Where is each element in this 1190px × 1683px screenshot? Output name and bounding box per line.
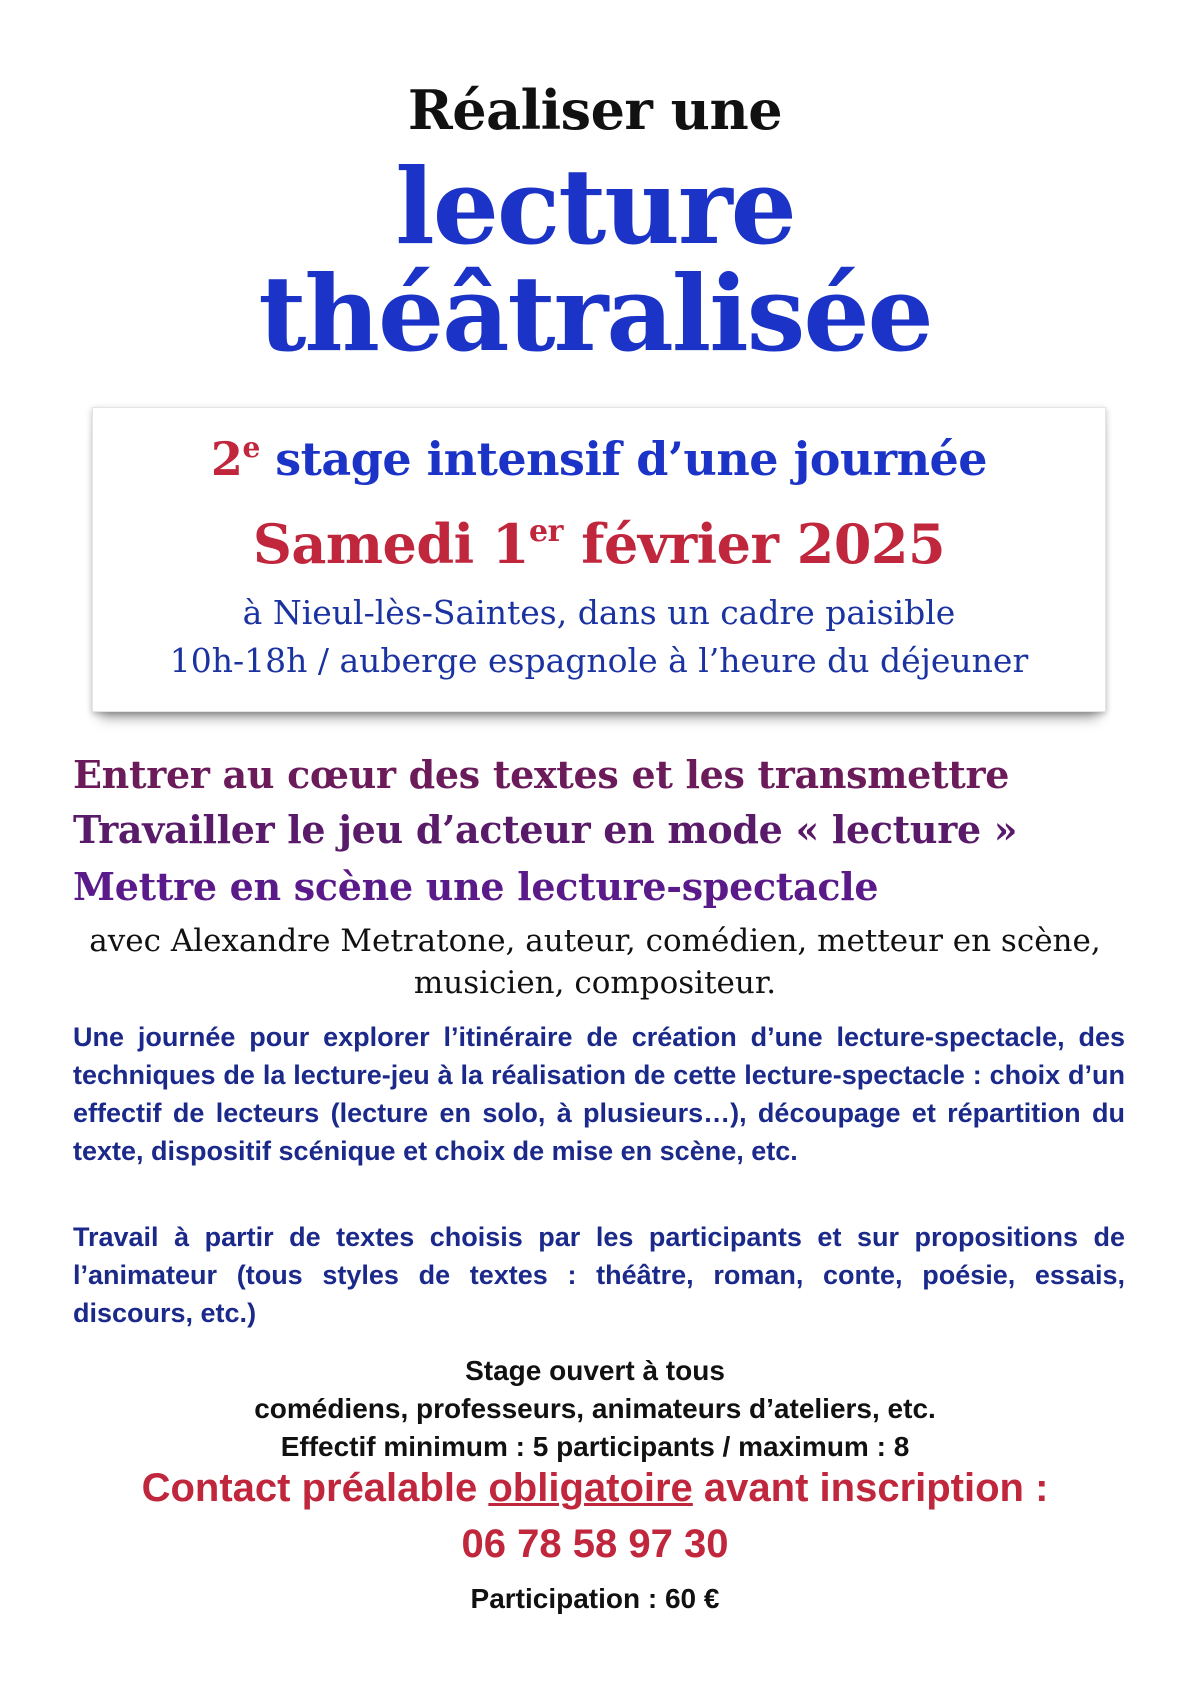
contact-emphasis: obligatoire [488,1466,693,1510]
contact-line: Contact préalable obligatoire avant inscription : [141,1466,1049,1510]
audience-line: Stage ouvert à tous [465,1355,725,1386]
title-intro: Réaliser une [407,78,783,142]
event-place: à Nieul-lès-Saintes, dans un cadre paisible [242,593,956,632]
audience-line: comédiens, professeurs, animateurs d’ateliers, etc. [254,1393,936,1424]
goal-item: Entrer au cœur des textes et les transmettre [73,752,1010,797]
title-main-line2: théâtralisée [258,252,932,375]
description-paragraph: Une journée pour explorer l’itinéraire de création d’une lecture-spectacle, des techniques de la lecture-jeu à la réalisation de cette lecture-spectacle : choix d’un effectif de lecteurs (lecture en solo, à plusieurs…), découpage et répartition du texte, dispositif scénique et choix de mise en scène, etc. [73,1022,1125,1166]
description-paragraph: Travail à partir de textes choisis par les participants et sur propositions de l’animateur (tous styles de textes : théâtre, roman, conte, poésie, essais, discours, etc.) [73,1222,1125,1328]
goal-item: Travailler le jeu d’acteur en mode « lecture » [73,807,1018,852]
price-line: Participation : 60 € [470,1583,720,1614]
capacity-line: Effectif minimum : 5 participants / maximum : 8 [280,1431,910,1462]
phone-number[interactable]: 06 78 58 97 30 [461,1522,729,1566]
goal-item: Mettre en scène une lecture-spectacle [73,864,879,909]
event-hours: 10h-18h / auberge espagnole à l’heure du déjeuner [169,641,1029,680]
event-date: Samedi 1er février 2025 [252,512,946,576]
instructor-line: avec Alexandre Metratone, auteur, comédien, metteur en scène, musicien, compositeur. [89,923,1101,1001]
stage-text: stage intensif d’une journée [275,432,988,486]
stage-heading [93,432,1105,486]
title-main-line1: lecture [395,145,795,268]
stage-number: 2e [210,431,260,486]
audience-block [0,1352,1190,1466]
info-box [92,407,1106,712]
